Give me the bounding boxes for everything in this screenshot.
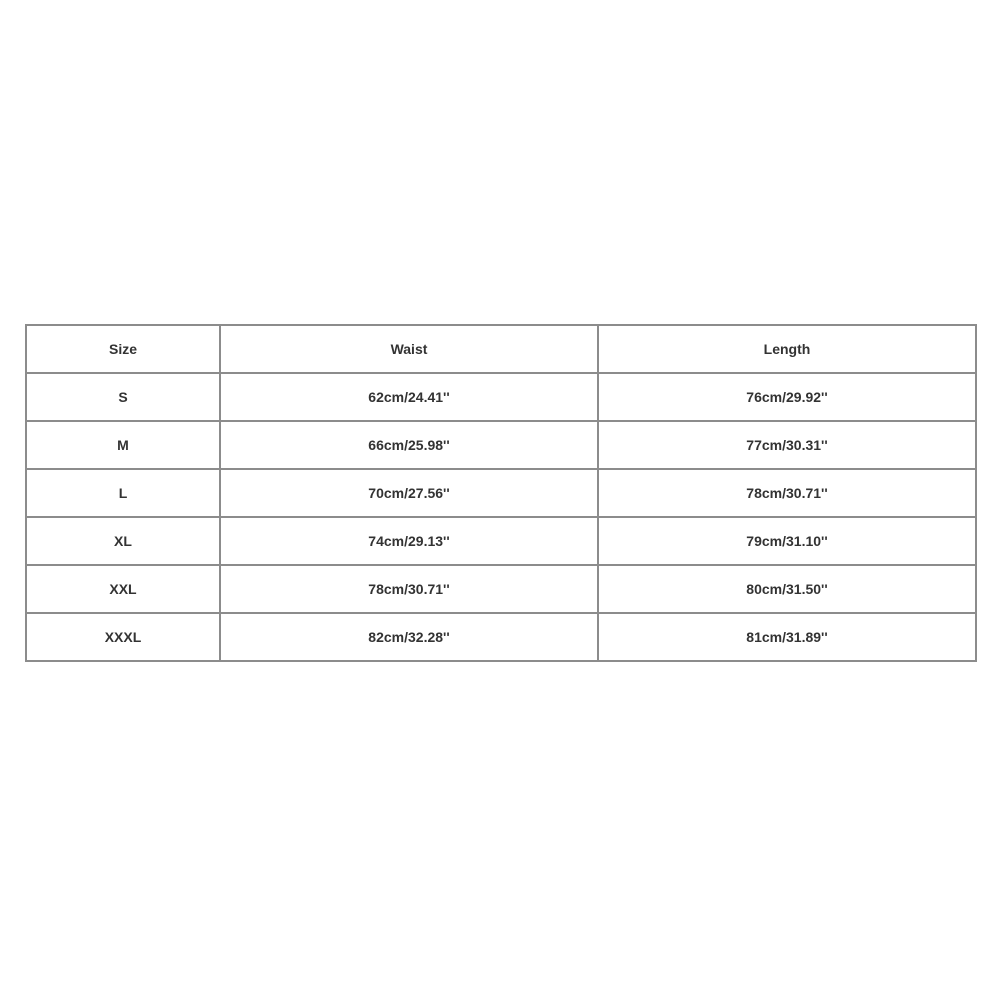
table-row — [26, 613, 976, 661]
waist-cell: 78cm/30.71'' — [220, 565, 598, 613]
table-row — [26, 373, 976, 421]
length-cell: 77cm/30.31'' — [598, 421, 976, 469]
waist-cell: 62cm/24.41'' — [220, 373, 598, 421]
length-cell: 81cm/31.89'' — [598, 613, 976, 661]
waist-cell: 74cm/29.13'' — [220, 517, 598, 565]
table-row — [26, 469, 976, 517]
header-size: Size — [26, 325, 220, 373]
size-cell: XL — [26, 517, 220, 565]
size-cell: XXL — [26, 565, 220, 613]
table-row — [26, 421, 976, 469]
table-row — [26, 565, 976, 613]
size-cell: L — [26, 469, 220, 517]
waist-cell: 70cm/27.56'' — [220, 469, 598, 517]
size-cell: S — [26, 373, 220, 421]
size-chart-table — [25, 324, 977, 662]
table-row — [26, 517, 976, 565]
length-cell: 80cm/31.50'' — [598, 565, 976, 613]
size-cell: XXXL — [26, 613, 220, 661]
header-waist: Waist — [220, 325, 598, 373]
header-length: Length — [598, 325, 976, 373]
length-cell: 78cm/30.71'' — [598, 469, 976, 517]
waist-cell: 82cm/32.28'' — [220, 613, 598, 661]
waist-cell: 66cm/25.98'' — [220, 421, 598, 469]
length-cell: 76cm/29.92'' — [598, 373, 976, 421]
table-header-row — [26, 325, 976, 373]
length-cell: 79cm/31.10'' — [598, 517, 976, 565]
size-cell: M — [26, 421, 220, 469]
